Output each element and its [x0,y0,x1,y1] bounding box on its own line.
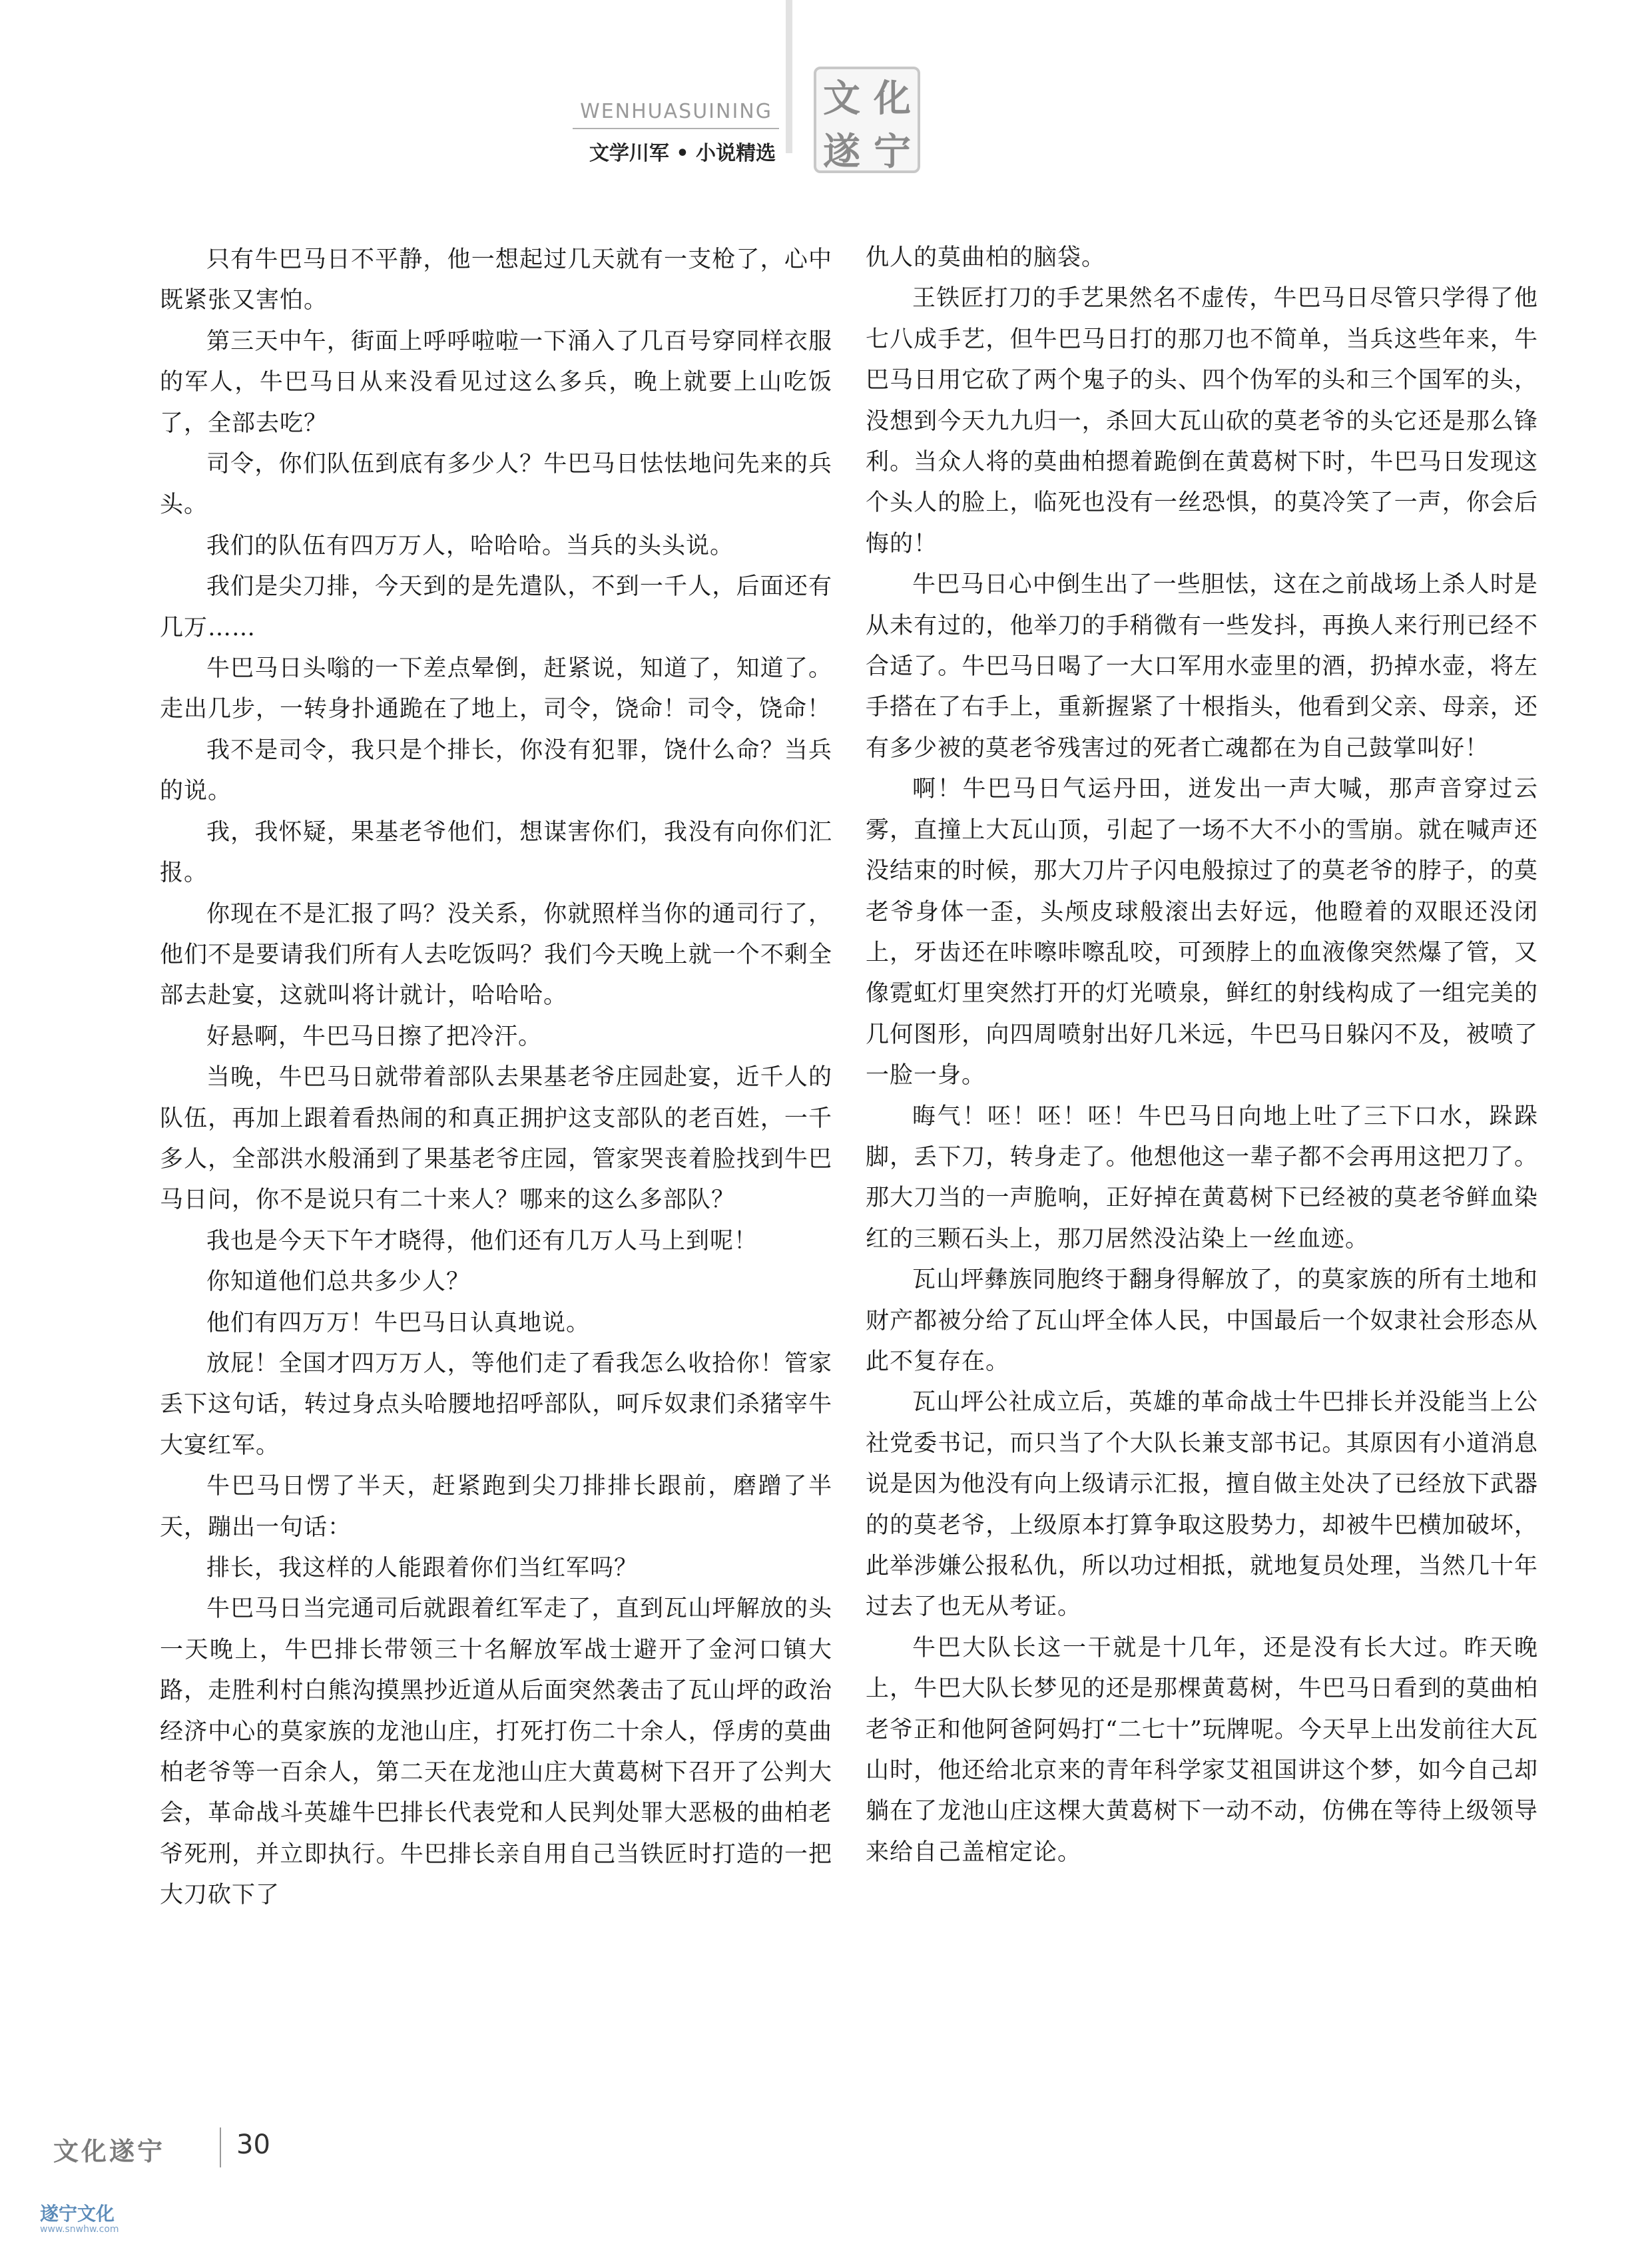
section-label: 文学川军 • 小说精选 [589,142,776,165]
paragraph: 瓦山坪公社成立后，英雄的革命战士牛巴排长并没能当上公社党委书记，而只当了个大队长兼支部书记。其原因有小道消息说是因为他没有向上级请示汇报，擅自做主处决了已经放下武器的的莫老爷，上级原本打算争取这股势力，却被牛巴横加破坏，此举涉嫌公报私仇，所以功过相抵，就地复员处理，当然几十年过去了也无从考证。 [866,1389,1538,1621]
paragraph: 牛巴马日头嗡的一下差点晕倒，赶紧说，知道了，知道了。走出几步，一转身扑通跪在了地上，司令，饶命！司令，饶命！ [160,655,832,723]
paragraph: 你知道他们总共多少人？ [206,1268,471,1296]
paragraph: 好悬啊，牛巴马日擦了把冷汗。 [206,1023,543,1050]
header-divider [786,0,792,153]
magazine-seal-logo [814,67,920,173]
watermark-url: www.snwhw.com [40,2223,119,2235]
paragraph: 牛巴马日当完通司后就跟着红军走了，直到瓦山坪解放的头一天晚上，牛巴排长带领三十名解放军战士避开了金河口镇大路，走胜利村白熊沟摸黑抄近道从后面突然袭击了瓦山坪的政治经济中心的莫家族的龙池山庄，打死打伤二十余人，俘虏的莫曲柏老爷等一百余人，第二天在龙池山庄大黄葛树下召开了公判大会，革命战斗英雄牛巴排长代表党和人民判处罪大恶极的曲柏老爷死刑，并立即执行。牛巴排长亲自用自己当铁匠时打造的一把大刀砍下了 [160,1595,832,1909]
paragraph: 晦气！呸！呸！呸！牛巴马日向地上吐了三下口水，跺跺脚，丢下刀，转身走了。他想他这一辈子都不会再用这把刀了。那大刀当的一声脆响，正好掉在黄葛树下已经被的莫老爷鲜血染红的三颗石头上，那刀居然没沾染上一丝血迹。 [866,1103,1538,1253]
paragraph: 我们的队伍有四万万人，哈哈哈。当兵的头头说。 [206,532,734,559]
page-number: 30 [236,2129,270,2160]
paragraph: 王铁匠打刀的手艺果然名不虚传，牛巴马日尽管只学得了他七八成手艺，但牛巴马日打的那刀也不简单，当兵这些年来，牛巴马日用它砍了两个鬼子的头、四个伪军的头和三个国军的头，没想到今天九九归一，杀回大瓦山砍的莫老爷的头它还是那么锋利。当众人将的莫曲柏摁着跪倒在黄葛树下时，牛巴马日发现这个头人的脸上，临死也没有一丝恐惧，的莫冷笑了一声，你会后悔的！ [866,285,1538,557]
footer-divider [220,2127,221,2167]
right-text-column [866,238,1538,1873]
paragraph: 牛巴马日愣了半天，赶紧跑到尖刀排排长跟前，磨蹭了半天，蹦出一句话： [160,1473,832,1541]
paragraph: 我不是司令，我只是个排长，你没有犯罪，饶什么命？当兵的说。 [160,736,832,805]
paragraph-continuation: 仇人的莫曲柏的脑袋。 [866,244,1106,271]
site-watermark [40,2201,186,2237]
paragraph: 只有牛巴马日不平静，他一想起过几天就有一支枪了，心中既紧张又害怕。 [160,246,832,314]
paragraph: 啊！牛巴马日气运丹田，迸发出一声大喊，那声音穿过云雾，直撞上大瓦山顶，引起了一场不大不小的雪崩。就在喊声还没结束的时候，那大刀片子闪电般掠过了的莫老爷的脖子，的莫老爷身体一歪，头颅皮球般滚出去好远，他瞪着的双眼还没闭上，牙齿还在咔嚓咔嚓乱咬，可颈脖上的血液像突然爆了管，又像霓虹灯里突然打开的灯光喷泉，鲜红的射线构成了一组完美的几何图形，向四周喷射出好几米远，牛巴马日躲闪不及，被喷了一脸一身。 [866,776,1538,1089]
paragraph: 放屁！全国才四万万人，等他们走了看我怎么收拾你！管家丢下这句话，转过身点头哈腰地招呼部队，呵斥奴隶们杀猪宰牛大宴红军。 [160,1350,832,1459]
paragraph: 司令，你们队伍到底有多少人？牛巴马日怯怯地问先来的兵头。 [160,451,832,519]
paragraph: 第三天中午，街面上呼呼啦啦一下涌入了几百号穿同样衣服的军人，牛巴马日从来没看见过这么多兵，晚上就要上山吃饭了，全部去吃？ [160,328,832,437]
paragraph: 瓦山坪彝族同胞终于翻身得解放了，的莫家族的所有土地和财产都被分给了瓦山坪全体人民，中国最后一个奴隶社会形态从此不复存在。 [866,1266,1538,1375]
paragraph: 牛巴大队长这一干就是十几年，还是没有长大过。昨天晚上，牛巴大队长梦见的还是那棵黄葛树，牛巴马日看到的莫曲柏老爷正和他阿爸阿妈打“二七十”玩牌呢。今天早上出发前往大瓦山时，他还给北京来的青年科学家艾祖国讲这个梦，如今自己却躺在了龙池山庄这棵大黄葛树下一动不动，仿佛在等待上级领导来给自己盖棺定论。 [866,1634,1538,1866]
paragraph: 排长，我这样的人能跟着你们当红军吗？ [206,1555,639,1581]
paragraph: 我，我怀疑，果基老爷他们，想谋害你们，我没有向你们汇报。 [160,818,832,887]
logo-char: 文 [823,77,860,121]
paragraph: 我们是尖刀排，今天到的是先遣队，不到一千人，后面还有几万…… [160,573,832,641]
paragraph: 当晚，牛巴马日就带着部队去果基老爷庄园赴宴，近千人的队伍，再加上跟着看热闹的和真正拥护这支部队的老百姓，一千多人，全部洪水般涌到了果基老爷庄园，管家哭丧着脸找到牛巴马日问，你不是说只有二十来人？哪来的这么多部队？ [160,1064,832,1214]
paragraph: 我也是今天下午才晓得，他们还有几万人马上到呢！ [206,1227,758,1255]
watermark-title: 遂宁文化 [40,2202,115,2225]
left-text-column [160,240,832,1916]
magazine-english-title: WENHUASUINING [580,100,772,123]
footer-brand: 文化遂宁 [53,2136,166,2166]
logo-char: 遂 [823,130,860,174]
paragraph: 牛巴马日心中倒生出了一些胆怯，这在之前战场上杀人时是从未有过的，他举刀的手稍微有一些发抖，再换人来行刑已经不合适了。牛巴马日喝了一大口军用水壶里的酒，扔掉水壶，将左手搭在了右手上，重新握紧了十根指头，他看到父亲、母亲，还有多少被的莫老爷残害过的死者亡魂都在为自己鼓掌叫好！ [866,571,1538,762]
header-underline [573,128,779,129]
logo-char: 宁 [874,130,911,174]
paragraph: 你现在不是汇报了吗？没关系，你就照样当你的通司行了，他们不是要请我们所有人去吃饭吗？我们今天晚上就一个不剩全部去赴宴，这就叫将计就计，哈哈哈。 [160,900,832,1009]
logo-char: 化 [874,77,911,121]
paragraph: 他们有四万万！牛巴马日认真地说。 [206,1309,591,1336]
